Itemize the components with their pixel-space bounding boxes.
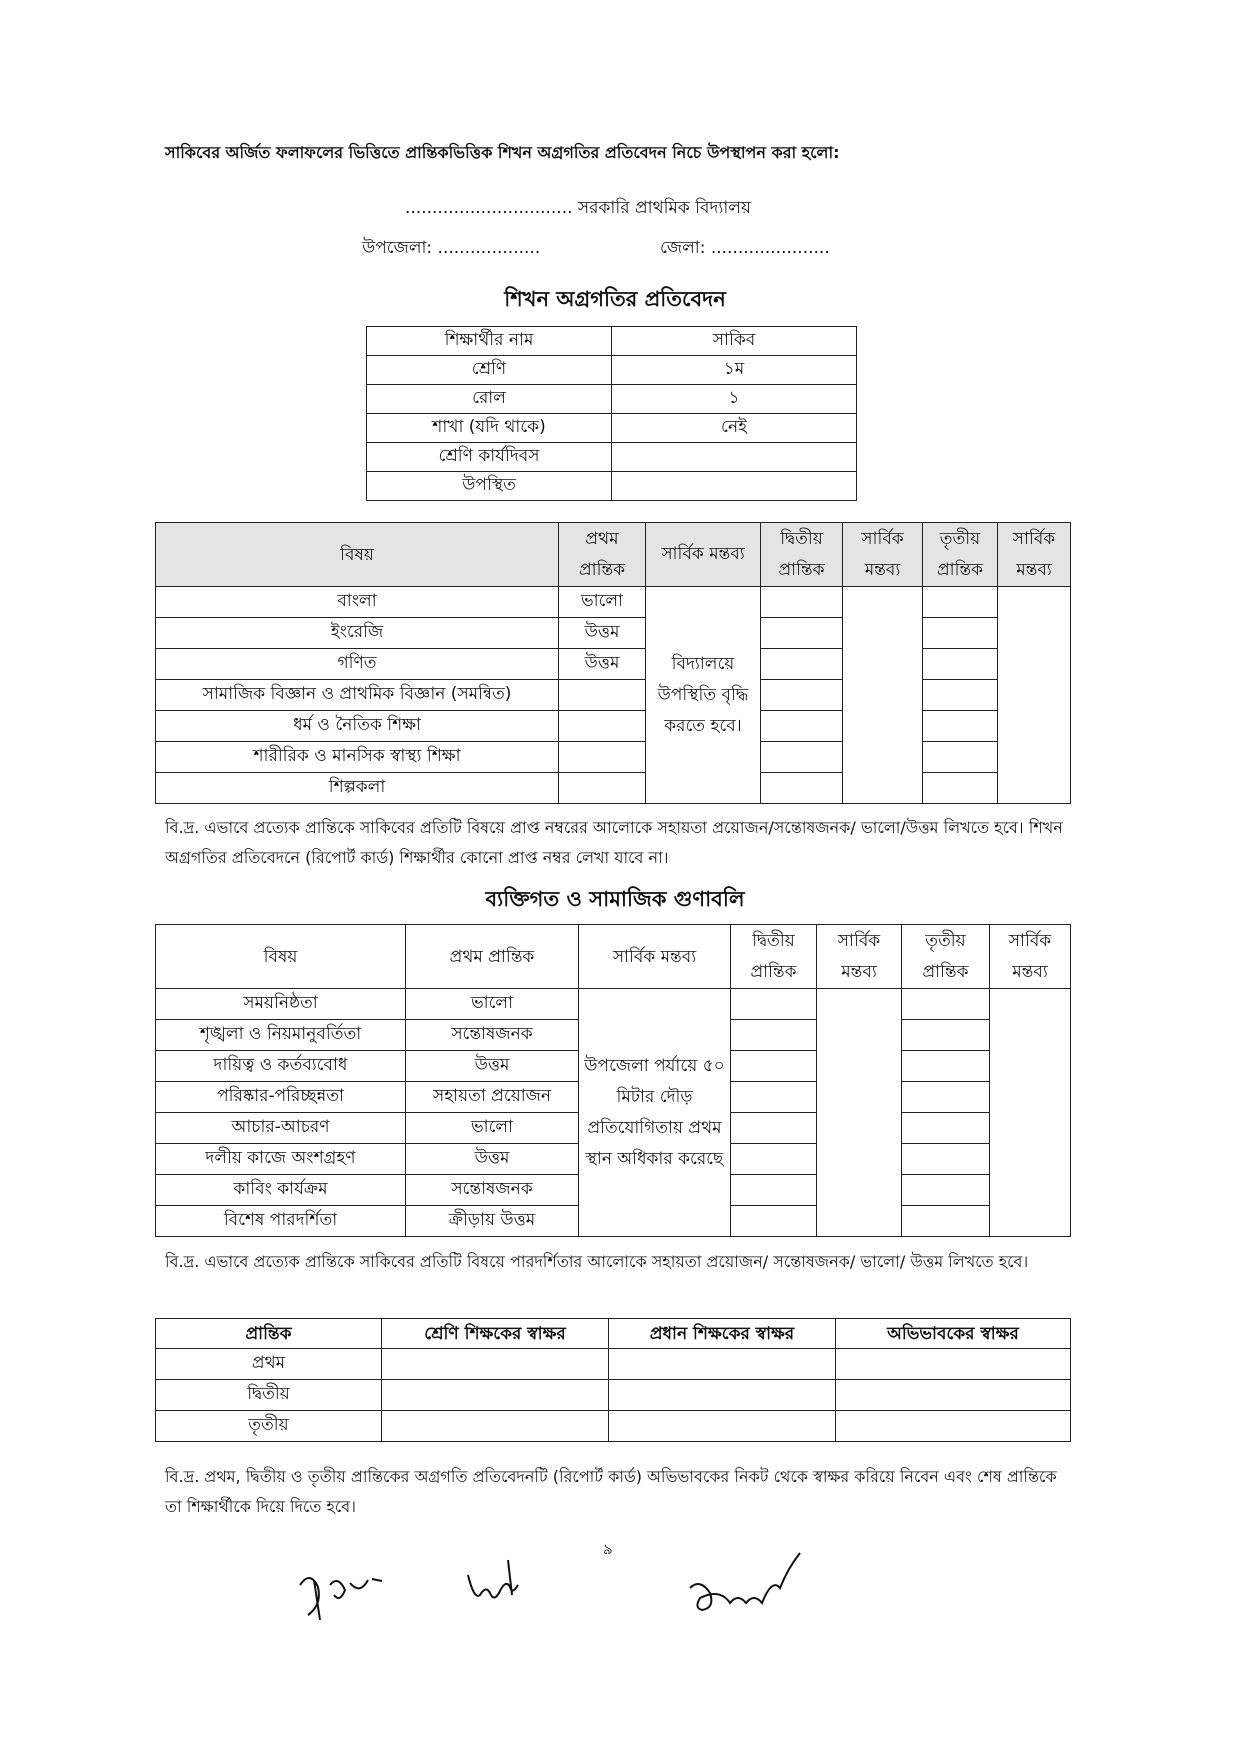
second-term-cell (761, 711, 843, 742)
third-term-cell (923, 711, 998, 742)
first-term-cell: সন্তোষজনক (406, 1175, 579, 1206)
col-first-term-header: প্রথম প্রান্তিক (406, 925, 579, 989)
second-term-remark (843, 587, 923, 804)
col-first-term-header: প্রথম প্রান্তিক (559, 523, 646, 587)
quality-cell: শৃঙ্খলা ও নিয়মানুবর্তিতা (156, 1020, 406, 1051)
intro-text: সাকিবের অর্জিত ফলাফলের ভিত্তিতে প্রান্তিকভিত্তিক শিখন অগ্রগতির প্রতিবেদন নিচে উপস্থাপন করা হলো: (165, 143, 840, 162)
second-term-cell (731, 1051, 817, 1082)
third-term-remark (990, 989, 1071, 1237)
signature-cell (382, 1411, 609, 1442)
col-term-header: প্রান্তিক (156, 1319, 382, 1349)
col-second-term-header: দ্বিতীয় প্রান্তিক (731, 925, 817, 989)
signature-cell (609, 1380, 836, 1411)
third-term-cell (923, 680, 998, 711)
col-remark-header: সার্বিক মন্তব্য (998, 523, 1071, 587)
signature-cell (609, 1411, 836, 1442)
subject-cell: সামাজিক বিজ্ঞান ও প্রাথমিক বিজ্ঞান (সমন্বিত) (156, 680, 559, 711)
second-term-cell (761, 773, 843, 804)
first-term-cell (559, 711, 646, 742)
second-term-cell (761, 587, 843, 618)
info-label: শ্রেণি (367, 356, 612, 385)
quality-cell: দায়িত্ব ও কর্তব্যবোধ (156, 1051, 406, 1082)
col-remark-header: সার্বিক মন্তব্য (646, 523, 761, 587)
qualities-title: ব্যক্তিগত ও সামাজিক গুণাবলি (485, 887, 745, 911)
signature-cell (836, 1380, 1071, 1411)
third-term-cell (923, 587, 998, 618)
second-term-cell (731, 1175, 817, 1206)
info-value: ১ (612, 385, 857, 414)
info-value: সাকিব (612, 327, 857, 356)
col-subject-header: বিষয় (156, 925, 406, 989)
handwritten-signature-1 (290, 1565, 390, 1625)
col-third-term-header: তৃতীয় প্রান্তিক (923, 523, 998, 587)
second-term-cell (761, 649, 843, 680)
report-title: শিখন অগ্রগতির প্রতিবেদন (504, 287, 726, 311)
subject-cell: শিল্পকলা (156, 773, 559, 804)
quality-cell: দলীয় কাজে অংশগ্রহণ (156, 1144, 406, 1175)
subject-progress-table (155, 522, 1071, 804)
second-term-cell (731, 1082, 817, 1113)
second-term-cell (731, 989, 817, 1020)
school-line: ............................... সরকারি প্রাথমিক বিদ্যালয় (405, 198, 751, 218)
third-term-remark (998, 587, 1071, 804)
second-term-cell (731, 1206, 817, 1237)
signature-table (155, 1318, 1071, 1442)
first-term-cell (559, 680, 646, 711)
second-term-cell (731, 1144, 817, 1175)
first-term-cell: উত্তম (559, 618, 646, 649)
info-value: নেই (612, 414, 857, 443)
quality-cell: কাবিং কার্যক্রম (156, 1175, 406, 1206)
quality-cell: পরিষ্কার-পরিচ্ছন্নতা (156, 1082, 406, 1113)
third-term-cell (902, 1113, 990, 1144)
upazila-line: উপজেলা: ................... (362, 238, 541, 258)
note-marks: বি.দ্র. এভাবে প্রত্যেক প্রান্তিকে সাকিবের প্রতিটি বিষয়ে প্রাপ্ত নম্বরের আলোকে সহায়তা প্রয়োজন/সন্তোষজনক/ ভালো/উত্তম লিখতে হবে। শিখন অগ্রগতির প্রতিবেদনে (রিপোর্ট কার্ড) শিক্ষার্থীর কোনো প্রাপ্ত নম্বর লেখা যাবে না। (165, 818, 1063, 867)
first-term-cell: ভালো (406, 989, 579, 1020)
first-term-cell: ভালো (406, 1113, 579, 1144)
col-third-term-header: তৃতীয় প্রান্তিক (902, 925, 990, 989)
second-term-cell (761, 618, 843, 649)
col-guardian-signature-header: অভিভাবকের স্বাক্ষর (836, 1319, 1071, 1349)
info-value: ১ম (612, 356, 857, 385)
second-term-remark (817, 989, 902, 1237)
col-remark-header: সার্বিক মন্তব্য (579, 925, 731, 989)
third-term-cell (902, 989, 990, 1020)
info-label: শাখা (যদি থাকে) (367, 414, 612, 443)
signature-cell (382, 1380, 609, 1411)
quality-cell: বিশেষ পারদর্শিতা (156, 1206, 406, 1237)
second-term-cell (731, 1020, 817, 1051)
subject-cell: শারীরিক ও মানসিক স্বাস্থ্য শিক্ষা (156, 742, 559, 773)
first-term-cell: সন্তোষজনক (406, 1020, 579, 1051)
second-term-cell (731, 1113, 817, 1144)
term-cell: প্রথম (156, 1349, 382, 1380)
first-term-cell (559, 742, 646, 773)
qualities-table (155, 924, 1071, 1237)
subject-cell: গণিত (156, 649, 559, 680)
third-term-cell (923, 618, 998, 649)
signature-cell (836, 1349, 1071, 1380)
signature-cell (836, 1411, 1071, 1442)
subject-cell: বাংলা (156, 587, 559, 618)
first-term-cell: সহায়তা প্রয়োজন (406, 1082, 579, 1113)
third-term-cell (902, 1082, 990, 1113)
info-label: শিক্ষার্থীর নাম (367, 327, 612, 356)
student-info-table (366, 326, 857, 501)
quality-cell: আচার-আচরণ (156, 1113, 406, 1144)
first-term-cell: উত্তম (406, 1144, 579, 1175)
col-subject-header: বিষয় (156, 523, 559, 587)
info-value (612, 472, 857, 501)
note-guardian: বি.দ্র. প্রথম, দ্বিতীয় ও তৃতীয় প্রান্তিকের অগ্রগতি প্রতিবেদনটি (রিপোর্ট কার্ড) অভিভাবকের নিকট থেকে স্বাক্ষর করিয়ে নিবেন এবং শেষ প্রান্তিকে তা শিক্ষার্থীকে দিয়ে দিতে হবে। (165, 1467, 1057, 1516)
first-term-cell (559, 773, 646, 804)
subject-cell: ধর্ম ও নৈতিক শিক্ষা (156, 711, 559, 742)
third-term-cell (902, 1020, 990, 1051)
info-label: উপস্থিত (367, 472, 612, 501)
second-term-cell (761, 680, 843, 711)
note-performance: বি.দ্র. এভাবে প্রত্যেক প্রান্তিকে সাকিবের প্রতিটি বিষয়ে পারদর্শিতার আলোকে সহায়তা প্রয়োজন/ সন্তোষজনক/ ভালো/ উত্তম লিখতে হবে। (165, 1252, 1029, 1271)
term-cell: দ্বিতীয় (156, 1380, 382, 1411)
subject-cell: ইংরেজি (156, 618, 559, 649)
second-term-cell (761, 742, 843, 773)
first-term-cell: ভালো (559, 587, 646, 618)
signature-cell (609, 1349, 836, 1380)
first-term-cell: উত্তম (559, 649, 646, 680)
first-term-cell: ক্রীড়ায় উত্তম (406, 1206, 579, 1237)
page-number: ৯ (603, 1540, 613, 1558)
third-term-cell (923, 742, 998, 773)
col-remark-header: সার্বিক মন্তব্য (817, 925, 902, 989)
third-term-cell (923, 773, 998, 804)
col-head-teacher-signature-header: প্রধান শিক্ষকের স্বাক্ষর (609, 1319, 836, 1349)
third-term-cell (923, 649, 998, 680)
first-term-remark: উপজেলা পর্যায়ে ৫০ মিটার দৌড় প্রতিযোগিতায় প্রথম স্থান অধিকার করেছে (579, 989, 731, 1237)
info-value (612, 443, 857, 472)
quality-cell: সময়নিষ্ঠতা (156, 989, 406, 1020)
third-term-cell (902, 1144, 990, 1175)
col-class-teacher-signature-header: শ্রেণি শিক্ষকের স্বাক্ষর (382, 1319, 609, 1349)
handwritten-signature-3 (680, 1548, 810, 1623)
first-term-remark: বিদ্যালয়ে উপস্থিতি বৃদ্ধি করতে হবে। (646, 587, 761, 804)
info-label: রোল (367, 385, 612, 414)
col-second-term-header: দ্বিতীয় প্রান্তিক (761, 523, 843, 587)
third-term-cell (902, 1206, 990, 1237)
district-line: জেলা: ...................... (660, 238, 830, 258)
col-remark-header: সার্বিক মন্তব্য (843, 523, 923, 587)
handwritten-signature-2 (460, 1555, 530, 1615)
third-term-cell (902, 1051, 990, 1082)
third-term-cell (902, 1175, 990, 1206)
term-cell: তৃতীয় (156, 1411, 382, 1442)
signature-cell (382, 1349, 609, 1380)
first-term-cell: উত্তম (406, 1051, 579, 1082)
info-label: শ্রেণি কার্যদিবস (367, 443, 612, 472)
col-remark-header: সার্বিক মন্তব্য (990, 925, 1071, 989)
